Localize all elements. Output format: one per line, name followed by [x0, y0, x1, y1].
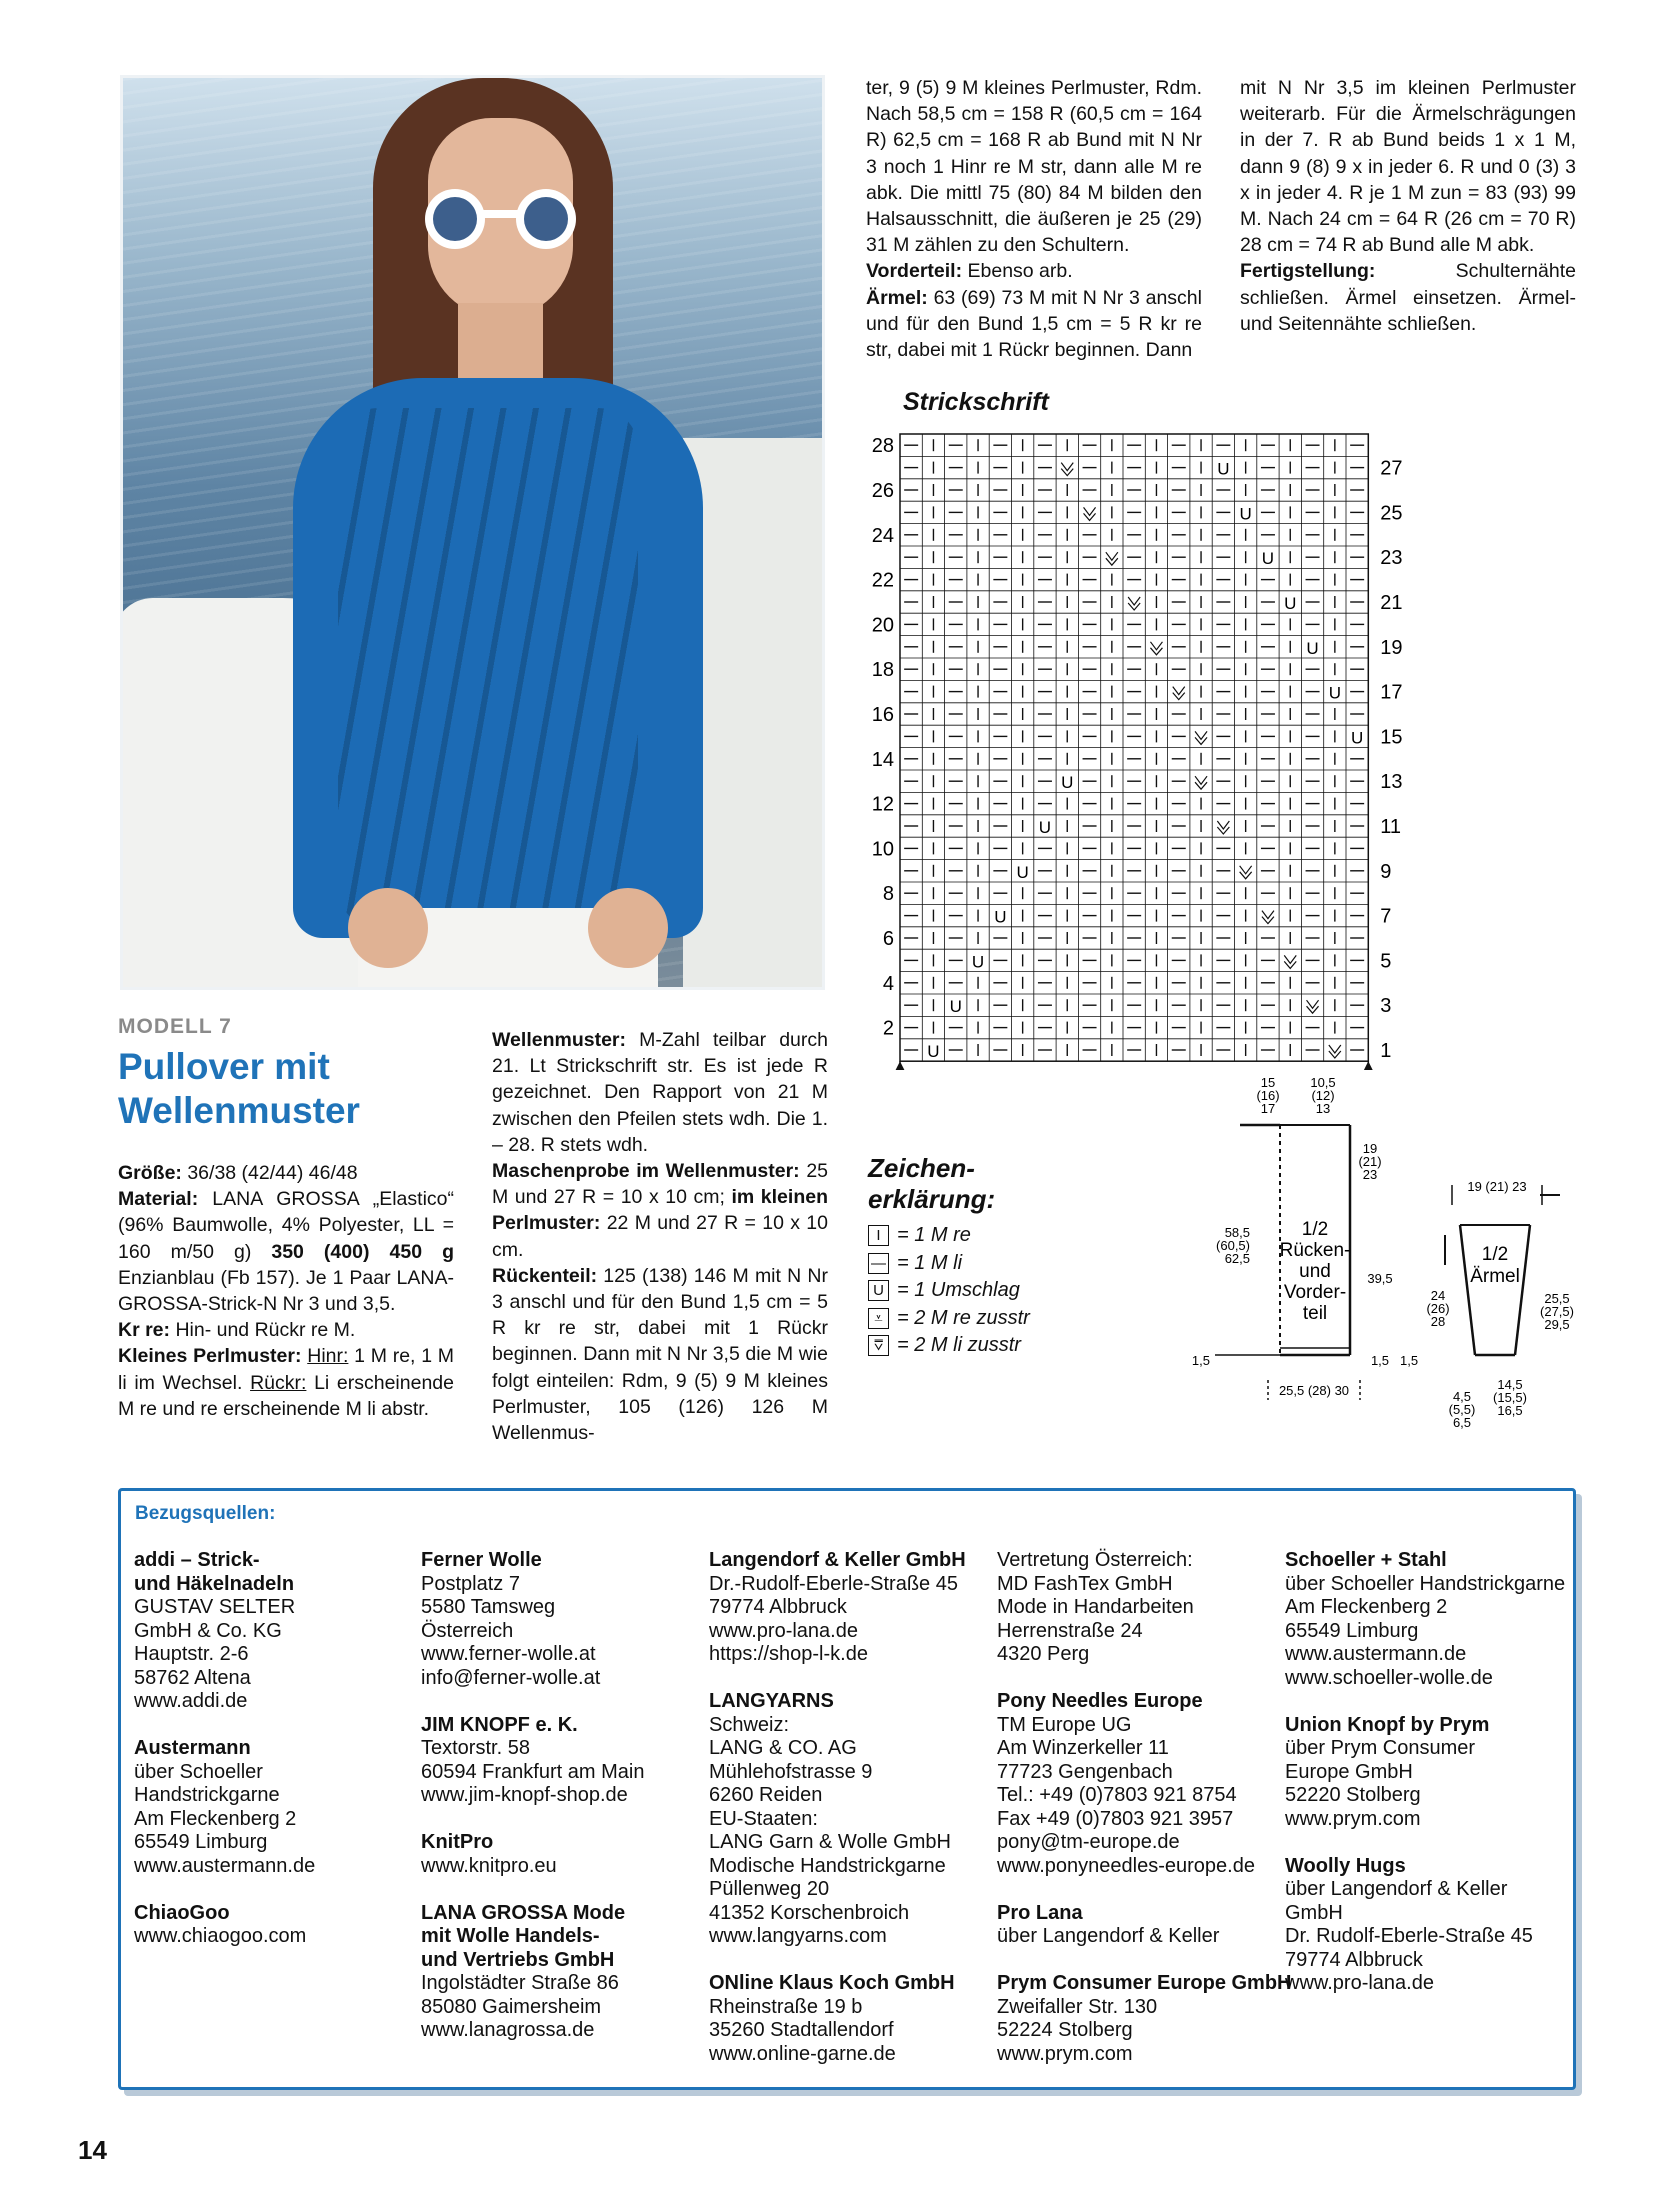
- source-line: www.austermann.de: [134, 1854, 316, 1877]
- paragraph: [118, 1317, 454, 1343]
- source-line: pony@tm-europe.de: [997, 1831, 1180, 1853]
- source-line: www.addi.de: [134, 1690, 248, 1712]
- source-name: KnitPro: [421, 1831, 494, 1853]
- measure-top-b: 13: [1315, 1101, 1331, 1116]
- source-line: 77723 Gengenbach: [997, 1760, 1173, 1783]
- source-line: MD FashTex GmbH: [997, 1572, 1173, 1595]
- source-entry: [421, 1549, 644, 1690]
- legend-symbol-icon: U: [868, 1280, 889, 1301]
- source-name: LANA GROSSA Mode: [421, 1901, 626, 1924]
- pattern-title: [118, 1045, 360, 1133]
- source-line: www.ponyneedles-europe.de: [997, 1854, 1255, 1877]
- row-number-left: 22: [871, 569, 894, 592]
- cell-yarnover: U: [1261, 549, 1275, 569]
- label: Ärmel:: [866, 286, 928, 309]
- measure-sleeve-height: (26): [1426, 1301, 1450, 1316]
- text: 63 (69) 73 M mit N Nr 3 anschl und für den Bund 1,5 cm = 5 R kr re str, dabei mit 1 Rückr beginnen. Dann: [866, 286, 1202, 362]
- source-line: Mode in Handarbeiten: [997, 1596, 1194, 1618]
- source-line: über Langendorf & Keller: [1285, 1878, 1508, 1900]
- measure-sleeve-bottom: 16,5: [1497, 1403, 1523, 1418]
- source-entry: [134, 1902, 315, 1949]
- source-line: 60594 Frankfurt am Main: [421, 1760, 645, 1783]
- source-line: Püllenweg 20: [709, 1878, 830, 1900]
- source-line: Vertretung Österreich:: [997, 1549, 1193, 1571]
- row-number-left: 12: [871, 793, 894, 816]
- sleeve-label: Ärmel: [1470, 1266, 1520, 1287]
- source-line: Österreich: [421, 1619, 514, 1642]
- source-line: 41352 Korschenbroich: [709, 1901, 910, 1924]
- source-name: Langendorf & Keller GmbH: [709, 1549, 966, 1571]
- source-entry: [997, 1690, 1292, 1878]
- cell-yarnover: U: [1328, 683, 1341, 703]
- label: Material:: [118, 1188, 199, 1211]
- text: 22 M und 27 R = 10 x 10 cm.: [492, 1212, 828, 1261]
- source-line: über Prym Consumer: [1285, 1737, 1476, 1759]
- text: Ebenso arb.: [962, 260, 1073, 283]
- legend-title-line-1: Zeichen-: [868, 1153, 975, 1183]
- source-line: www.schoeller-wolle.de: [1285, 1666, 1493, 1689]
- source-line: über Schoeller Handstrickgarne: [1285, 1572, 1566, 1595]
- row-number-left: 6: [882, 928, 894, 950]
- cell-yarnover: U: [1284, 594, 1297, 613]
- sources-col-4: [997, 1549, 1292, 2090]
- sources-col-5: [1285, 1549, 1565, 2019]
- legend-row: [868, 1250, 1030, 1278]
- legend-text: = 1 M li: [897, 1251, 963, 1274]
- sources-col-2: [421, 1549, 644, 2066]
- source-line: https://shop-l-k.de: [709, 1643, 868, 1665]
- sunglasses-icon: [413, 186, 588, 252]
- legend-text: = 1 M re: [897, 1224, 971, 1247]
- row-number-left: 14: [871, 748, 894, 771]
- row-number-left: 2: [882, 1017, 894, 1040]
- label: Rückenteil:: [492, 1264, 598, 1287]
- source-name: Union Knopf by Prym: [1285, 1713, 1490, 1736]
- row-number-right: 13: [1380, 771, 1403, 794]
- source-name: Schoeller + Stahl: [1285, 1549, 1447, 1571]
- instructions-col-3: [866, 75, 1202, 363]
- row-number-right: 19: [1380, 636, 1403, 659]
- cell-yarnover: U: [1239, 504, 1252, 524]
- measure-sleeve-top: 19 (21) 23: [1467, 1179, 1527, 1194]
- source-line: www.chiaogoo.com: [134, 1925, 307, 1947]
- source-line: Tel.: +49 (0)7803 921 8754: [997, 1784, 1237, 1806]
- modell-label: MODELL 7: [118, 1015, 232, 1038]
- page-number: 14: [78, 2135, 107, 2165]
- source-entry: [1285, 1714, 1565, 1832]
- text: LANA GROSSA „Elastico“ (96% Baumwolle, 4% Polyester, LL = 160 m/50 g): [118, 1188, 454, 1263]
- measure-top-b: 10,5: [1310, 1075, 1336, 1090]
- source-entry: [421, 1714, 644, 1808]
- body-label: Vorder-: [1283, 1282, 1347, 1303]
- cell-yarnover: U: [1351, 728, 1364, 748]
- row-number-right: 11: [1380, 816, 1402, 838]
- size-schema: [1180, 1065, 1580, 1450]
- source-line: 52224 Stolberg: [997, 2019, 1133, 2041]
- source-line: LANG Garn & Wolle GmbH: [709, 1831, 951, 1853]
- paragraph: [492, 1027, 828, 1158]
- source-line: Europe GmbH: [1285, 1760, 1413, 1783]
- instructions-col-4: [1240, 75, 1576, 337]
- source-name: ONline Klaus Koch GmbH: [709, 1972, 955, 1994]
- text: 125 (138) 146 M mit N Nr 3 anschl und für den Bund 1,5 cm = 5 R kr re str, dabei mit 1 Rückr beginnen. Dann mit N Nr 3,5 die M wie folgt einteilen: Rdm, 9 (5) 9 M kleines Perlmuster, 105 (126) 126 M Wellenmus-: [492, 1264, 828, 1445]
- body-label: 1/2: [1301, 1219, 1329, 1240]
- cell-yarnover: U: [971, 952, 985, 972]
- source-entry: [709, 1972, 966, 2066]
- source-line: Am Fleckenberg 2: [134, 1807, 297, 1830]
- row-number-right: 23: [1380, 547, 1403, 570]
- sources-col-3: [709, 1549, 966, 2090]
- sleeve-right: [1515, 1225, 1530, 1355]
- source-line: 65549 Limburg: [1285, 1619, 1419, 1642]
- legend-row: [868, 1222, 1030, 1250]
- cell-yarnover: U: [949, 997, 962, 1017]
- legend-row: [868, 1332, 1030, 1360]
- model-photo: [120, 75, 825, 990]
- paragraph: [866, 285, 1202, 364]
- source-line: Handstrickgarne: [134, 1784, 280, 1806]
- title-line-2: Wellenmuster: [118, 1090, 360, 1131]
- row-number-right: 21: [1380, 592, 1403, 614]
- paragraph: [1240, 258, 1576, 337]
- label: Größe:: [118, 1162, 182, 1184]
- cell-yarnover: U: [927, 1042, 940, 1061]
- legend-symbol-icon: ⩡: [868, 1308, 889, 1329]
- measure-bund: 1,5: [1370, 1353, 1390, 1368]
- source-name: Prym Consumer Europe GmbH: [997, 1972, 1292, 1994]
- source-name: und Vertriebs GmbH: [421, 1948, 615, 1971]
- row-number-right: 17: [1380, 681, 1403, 704]
- label: Kleines Perlmuster:: [118, 1345, 302, 1368]
- source-name: JIM KNOPF e. K.: [421, 1713, 578, 1736]
- source-name: mit Wolle Handels-: [421, 1925, 600, 1947]
- measure-height: 58,5: [1224, 1225, 1250, 1240]
- source-entry: [134, 1737, 315, 1878]
- source-name: ChiaoGoo: [134, 1901, 230, 1924]
- row-number-right: 15: [1380, 726, 1403, 749]
- cell-yarnover: U: [1217, 459, 1230, 479]
- paragraph: [492, 1263, 828, 1446]
- source-name: Ferner Wolle: [421, 1549, 542, 1571]
- source-line: www.pro-lana.de: [1285, 1972, 1434, 1994]
- row-number-right: 3: [1380, 995, 1392, 1018]
- sources-box: [118, 1488, 1576, 2090]
- body-label: Rücken-: [1279, 1240, 1351, 1261]
- legend-symbol-icon: ⩢: [868, 1335, 889, 1356]
- source-line: www.prym.com: [1285, 1807, 1421, 1830]
- cell-yarnover: U: [1016, 862, 1029, 882]
- source-line: www.knitpro.eu: [421, 1854, 557, 1877]
- source-name: LANGYARNS: [709, 1690, 834, 1712]
- source-line: 79774 Albbruck: [709, 1596, 847, 1618]
- source-line: Herrenstraße 24: [997, 1619, 1143, 1642]
- legend-text: = 2 M li zusstr: [897, 1334, 1021, 1357]
- source-name: Pony Needles Europe: [997, 1690, 1203, 1712]
- label: Vorderteil:: [866, 260, 963, 283]
- source-entry: [134, 1549, 315, 1714]
- source-entry: [997, 1972, 1292, 2066]
- text: ter, 9 (5) 9 M kleines Perlmuster, Rdm. Nach 58,5 cm = 158 R (60,5 cm = 164 R) 62,5 cm = 168 R ab Bund mit N Nr 3 noch 1 Hinr re M str, dann alle M re abk. Die mittl 75 (80) 84 M bilden den Halsausschnitt, die äußeren je 25 (29) 31 M zählen zu den Schultern.: [866, 77, 1202, 257]
- source-line: TM Europe UG: [997, 1713, 1132, 1736]
- measure-sleeve-b2: 4,5: [1452, 1389, 1472, 1404]
- paragraph: [118, 1343, 454, 1422]
- source-line: 58762 Altena: [134, 1666, 251, 1689]
- source-entry: [709, 1549, 966, 1667]
- measure-height: (60,5): [1216, 1238, 1250, 1253]
- row-number-right: 1: [1380, 1040, 1392, 1062]
- sleeve-label: 1/2: [1481, 1244, 1509, 1265]
- source-line: www.online-garne.de: [709, 2042, 896, 2065]
- text: 36/38 (42/44) 46/48: [181, 1162, 358, 1184]
- legend-row: [868, 1277, 1030, 1305]
- label: im kleinen Perlmuster:: [492, 1186, 828, 1235]
- source-line: info@ferner-wolle.at: [421, 1666, 601, 1689]
- knitting-chart: [860, 420, 1420, 1075]
- schema-drawing: [1180, 1065, 1580, 1445]
- label: Wellenmuster:: [492, 1029, 627, 1051]
- source-line: GmbH & Co. KG: [134, 1619, 282, 1642]
- measure-top-a: 17: [1260, 1101, 1276, 1116]
- text: mit N Nr 3,5 im kleinen Perlmuster weiterarb. Für die Ärmelschrägungen in der 7. R ab Bund beids 1 x 1 M, dann 9 (8) 9 x in jeder 6. R und 0 (3) 3 x in jeder 4. R je 1 M zun = 83 (93) 99 M. Nach 24 cm = 64 R (26 cm = 70 R) 28 cm = 74 R ab Bund alle M abk.: [1240, 77, 1576, 257]
- row-number-left: 18: [871, 659, 894, 682]
- row-number-right: 9: [1380, 860, 1392, 883]
- source-name: Pro Lana: [997, 1901, 1083, 1924]
- row-number-right: 27: [1380, 457, 1403, 480]
- source-line: Mühlehofstrasse 9: [709, 1760, 873, 1783]
- cell-yarnover: U: [1038, 818, 1052, 837]
- source-line: Fax +49 (0)7803 921 3957: [997, 1807, 1234, 1830]
- source-line: Modische Handstrickgarne: [709, 1854, 946, 1877]
- source-name: Austermann: [134, 1737, 251, 1759]
- legend-text: = 1 Umschlag: [897, 1279, 1020, 1302]
- source-line: Am Winzerkeller 11: [997, 1737, 1169, 1759]
- measure-sleeve-height: 24: [1430, 1288, 1446, 1303]
- source-entry: [997, 1549, 1292, 1667]
- source-line: GmbH: [1285, 1901, 1343, 1924]
- measure-sleeve-bottom: (15,5): [1493, 1390, 1527, 1405]
- source-entry: [997, 1902, 1292, 1949]
- sources-col-1: [134, 1549, 315, 1972]
- cell-yarnover: U: [994, 907, 1007, 927]
- label: Kr re:: [118, 1319, 171, 1342]
- row-number-right: 25: [1380, 502, 1403, 525]
- row-number-right: 7: [1380, 905, 1392, 928]
- source-line: 5580 Tamsweg: [421, 1596, 556, 1618]
- paragraph: [118, 1160, 454, 1186]
- label: 350 (400) 450 g: [271, 1240, 454, 1263]
- measure-top-a: 15: [1260, 1075, 1276, 1090]
- measure-shoulder: 19: [1362, 1141, 1378, 1156]
- sleeve-left: [1460, 1225, 1475, 1355]
- instructions-col-1: [118, 1160, 454, 1422]
- row-number-left: 4: [882, 972, 894, 995]
- legend-text: = 2 M re zusstr: [897, 1306, 1030, 1329]
- wave-pattern: [338, 408, 638, 928]
- sources-title: Bezugsquellen:: [135, 1503, 276, 1524]
- cell-yarnover: U: [1306, 638, 1319, 658]
- source-line: 35260 Stadtallendorf: [709, 2019, 894, 2041]
- source-line: 79774 Albbruck: [1285, 1948, 1423, 1971]
- repeat-arrow-icon: [895, 1061, 905, 1070]
- chart-title: Strickschrift: [903, 388, 1049, 416]
- source-line: www.ferner-wolle.at: [421, 1643, 596, 1665]
- source-line: GUSTAV SELTER: [134, 1596, 296, 1618]
- source-line: Hauptstr. 2-6: [134, 1643, 249, 1665]
- source-entry: [421, 1902, 644, 2043]
- source-line: 4320 Perg: [997, 1643, 1090, 1665]
- source-entry: [421, 1831, 644, 1878]
- title-line-1: Pullover mit: [118, 1046, 330, 1087]
- body-label: und: [1299, 1261, 1331, 1282]
- legend-symbol-icon: —: [868, 1253, 889, 1274]
- underline-label: Hinr:: [307, 1345, 349, 1368]
- row-number-left: 28: [871, 435, 894, 458]
- source-line: Ingolstädter Straße 86: [421, 1972, 619, 1994]
- measure-sleeve-height: 28: [1430, 1314, 1446, 1329]
- underline-label: Rückr:: [250, 1371, 307, 1394]
- source-line: Am Fleckenberg 2: [1285, 1596, 1448, 1618]
- text: 25 M und 27 R = 10 x 10 cm;: [492, 1160, 829, 1209]
- row-number-left: 10: [871, 838, 894, 861]
- measure-sleeve-bottom: 14,5: [1497, 1377, 1523, 1392]
- source-line: 6260 Reiden: [709, 1784, 823, 1806]
- source-line: Textorstr. 58: [421, 1737, 530, 1759]
- row-number-left: 24: [871, 524, 894, 547]
- text: M-Zahl teilbar durch 21. Lt Strickschrift str. Es ist jede R gezeichnet. Den Rapport von 21 M zwischen den Pfeilen stets wdh. Die 1. – 28. R stets wdh.: [492, 1029, 828, 1156]
- legend-symbol-icon: I: [868, 1225, 889, 1246]
- source-name: und Häkelnadeln: [134, 1572, 295, 1595]
- measure-top-a: (16): [1256, 1088, 1280, 1103]
- text: Schulternähte schließen. Ärmel einsetzen. Ärmel- und Seitennähte schließen.: [1240, 260, 1576, 335]
- row-number-left: 26: [871, 480, 894, 502]
- legend-title-line-2: erklärung:: [868, 1184, 996, 1214]
- source-line: Zweifaller Str. 130: [997, 1995, 1158, 2018]
- source-line: www.lanagrossa.de: [421, 2019, 595, 2041]
- source-line: LANG & CO. AG: [709, 1737, 857, 1759]
- row-number-left: 8: [882, 883, 894, 906]
- measure-sleeve-b2: 6,5: [1452, 1415, 1472, 1430]
- measure-shoulder: (21): [1358, 1154, 1382, 1169]
- source-entry: [1285, 1855, 1565, 1996]
- cell-yarnover: U: [1061, 773, 1074, 793]
- row-number-left: 16: [871, 704, 894, 726]
- measure-sleeve-side: (27,5): [1540, 1304, 1574, 1319]
- measure-bund: 1,5: [1400, 1353, 1419, 1368]
- body-label: teil: [1302, 1303, 1328, 1324]
- paragraph: [866, 258, 1202, 284]
- text: Enzianblau (Fb 157). Je 1 Paar LANA-GROSSA-Strick-N Nr 3 und 3,5.: [118, 1266, 454, 1316]
- row-number-right: 5: [1380, 950, 1392, 973]
- source-line: EU-Staaten:: [709, 1807, 818, 1830]
- source-line: Schweiz:: [709, 1713, 790, 1736]
- chart-grid: [860, 420, 1420, 1070]
- source-line: www.prym.com: [997, 2042, 1133, 2065]
- text: Li erscheinende M re und re erscheinende M li abstr.: [118, 1371, 454, 1420]
- measure-bund: 1,5: [1191, 1353, 1210, 1368]
- boat-side: [683, 438, 825, 990]
- source-name: addi – Strick-: [134, 1549, 260, 1571]
- row-number-left: 20: [871, 614, 894, 637]
- source-line: www.jim-knopf-shop.de: [421, 1784, 628, 1806]
- measure-width: 25,5 (28) 30: [1278, 1383, 1350, 1398]
- right-hand: [588, 888, 668, 968]
- source-name: Woolly Hugs: [1285, 1854, 1406, 1877]
- label: Fertigstellung:: [1240, 260, 1376, 283]
- measure-height: 62,5: [1224, 1251, 1250, 1266]
- source-entry: [709, 1690, 966, 1949]
- source-line: Postplatz 7: [421, 1572, 520, 1595]
- legend-title: [868, 1153, 995, 1215]
- source-line: Dr.-Rudolf-Eberle-Straße 45: [709, 1572, 958, 1595]
- source-entry: [1285, 1549, 1565, 1690]
- text: Hin- und Rückr re M.: [170, 1319, 356, 1342]
- instructions-col-2: [492, 1027, 828, 1446]
- source-line: Rheinstraße 19 b: [709, 1995, 863, 2018]
- left-hand: [348, 888, 428, 968]
- measure-shoulder: 23: [1362, 1167, 1378, 1182]
- paragraph: [118, 1186, 454, 1317]
- source-line: www.langyarns.com: [709, 1925, 887, 1947]
- source-line: www.pro-lana.de: [709, 1619, 858, 1642]
- source-line: 65549 Limburg: [134, 1831, 268, 1853]
- source-line: www.austermann.de: [1285, 1643, 1467, 1665]
- source-line: 85080 Gaimersheim: [421, 1995, 602, 2018]
- paragraph: [866, 75, 1202, 258]
- measure-sleeve-side: 25,5: [1544, 1291, 1570, 1306]
- paragraph: [1240, 75, 1576, 258]
- legend-row: [868, 1305, 1030, 1333]
- source-line: über Langendorf & Keller: [997, 1925, 1220, 1947]
- label: Maschenprobe im Wellenmuster:: [492, 1160, 800, 1183]
- paragraph: [492, 1158, 828, 1263]
- source-line: Dr. Rudolf-Eberle-Straße 45: [1285, 1925, 1533, 1947]
- measure-side: 39,5: [1367, 1271, 1393, 1286]
- source-line: über Schoeller: [134, 1760, 263, 1783]
- measure-sleeve-side: 29,5: [1544, 1317, 1570, 1332]
- measure-top-b: (12): [1311, 1088, 1335, 1103]
- legend: [868, 1222, 1030, 1360]
- source-line: 52220 Stolberg: [1285, 1784, 1421, 1806]
- measure-sleeve-b2: (5,5): [1448, 1402, 1476, 1417]
- text: 1 M re, 1 M li im Wechsel.: [118, 1345, 455, 1394]
